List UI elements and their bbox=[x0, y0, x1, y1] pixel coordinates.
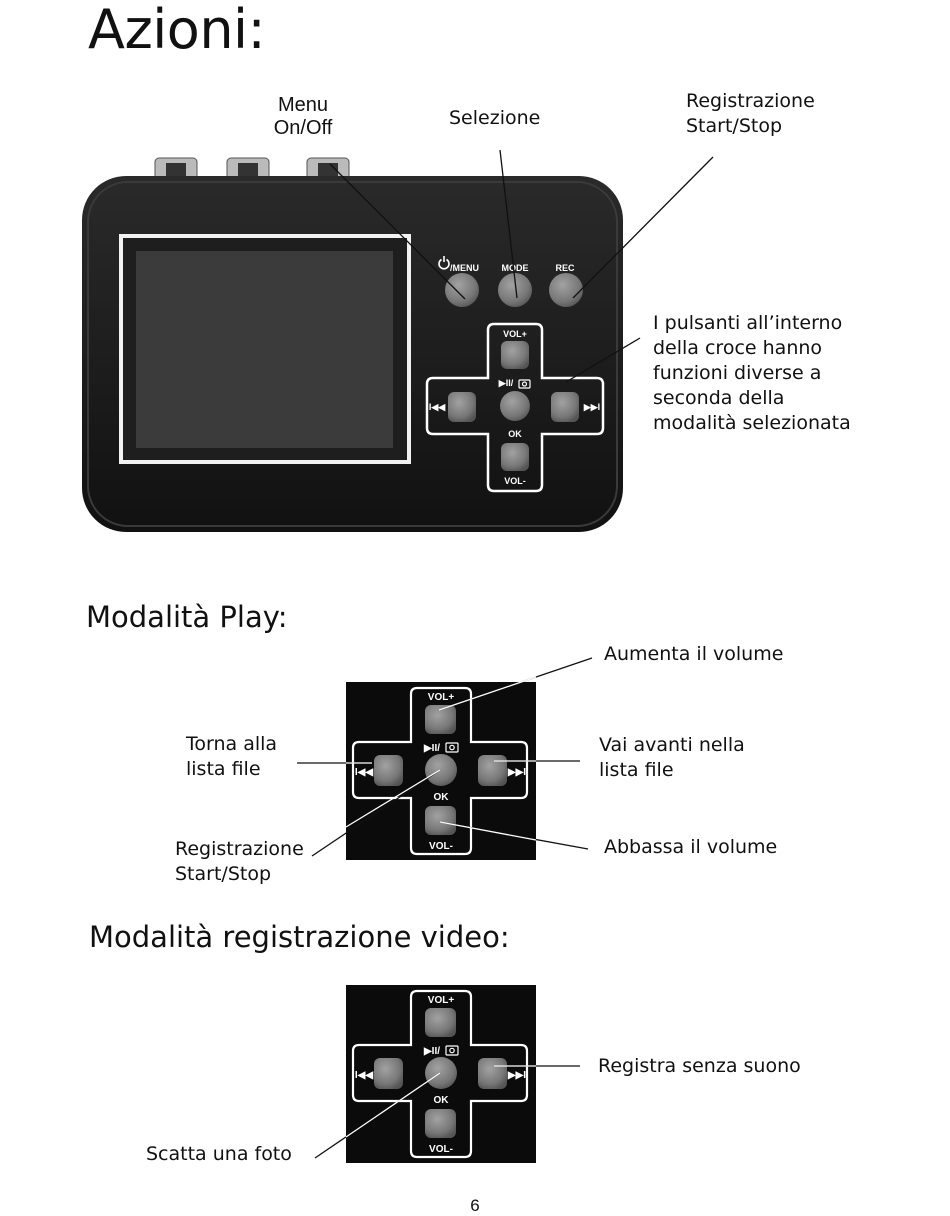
heading-play-mode: Modalità Play: bbox=[86, 600, 288, 634]
video-vol-up-label: VOL+ bbox=[427, 995, 455, 1006]
video-vol-up-button bbox=[425, 1008, 456, 1037]
play-prev-label: I◀◀ bbox=[354, 767, 374, 778]
video-prev-button bbox=[374, 1058, 403, 1089]
device-prev-label: I◀◀ bbox=[428, 402, 446, 412]
page-number: 6 bbox=[470, 1196, 480, 1215]
play-ok-label: OK bbox=[433, 792, 449, 803]
device-play-label: ▶II/ bbox=[498, 378, 514, 388]
video-next-label: ▶▶I bbox=[507, 1070, 527, 1081]
video-ok-label: OK bbox=[433, 1095, 449, 1106]
device-vol-up-label: VOL+ bbox=[503, 329, 527, 339]
play-play-label: ▶II/ bbox=[423, 743, 441, 754]
play-next-label: ▶▶I bbox=[507, 767, 527, 778]
label-play-prev: Torna alla lista file bbox=[186, 733, 278, 780]
video-mode-dpad bbox=[315, 985, 580, 1163]
device-illustration bbox=[82, 150, 713, 532]
label-cross: I pulsanti all’interno della croce hanno funzioni diverse a seconda della modalità selezionata bbox=[653, 312, 851, 434]
device-next-button bbox=[551, 392, 579, 422]
label-video-ok: Scatta una foto bbox=[146, 1143, 292, 1165]
mode-button-label: MODE bbox=[501, 263, 529, 273]
heading-video-mode: Modalità registrazione video: bbox=[89, 920, 510, 954]
device-vol-down-button bbox=[501, 443, 529, 471]
play-vol-up-label: VOL+ bbox=[427, 692, 455, 703]
label-play-vol-up: Aumenta il volume bbox=[604, 643, 784, 665]
device-ok-label: OK bbox=[508, 429, 522, 439]
device-screen bbox=[136, 251, 393, 448]
video-next-button bbox=[478, 1058, 507, 1089]
video-prev-label: I◀◀ bbox=[354, 1070, 374, 1081]
label-video-next: Registra senza suono bbox=[598, 1055, 801, 1077]
menu-button bbox=[445, 273, 479, 307]
label-play-ok: Registrazione Start/Stop bbox=[175, 838, 304, 885]
play-mode-dpad bbox=[297, 658, 592, 860]
play-prev-button bbox=[374, 755, 403, 786]
device-vol-down-label: VOL- bbox=[504, 476, 526, 486]
device-vol-up-button bbox=[501, 341, 529, 369]
label-play-next: Vai avanti nella lista file bbox=[599, 734, 745, 781]
label-rec: Registrazione Start/Stop bbox=[686, 90, 815, 137]
rec-button-label: REC bbox=[555, 263, 575, 273]
video-ok-button bbox=[425, 1057, 457, 1089]
menu-button-label: /MENU bbox=[450, 263, 479, 273]
label-menu: Menu On/Off bbox=[273, 94, 333, 139]
device-next-label: ▶▶I bbox=[583, 402, 601, 412]
device-ok-button bbox=[500, 391, 530, 421]
video-vol-down-button bbox=[425, 1109, 456, 1138]
page-title: Azioni: bbox=[88, 0, 266, 61]
play-vol-down-button bbox=[425, 806, 456, 835]
label-play-vol-down: Abbassa il volume bbox=[604, 836, 778, 858]
device-prev-button bbox=[448, 392, 476, 422]
video-play-label: ▶II/ bbox=[423, 1046, 441, 1057]
play-vol-down-label: VOL- bbox=[429, 841, 453, 852]
label-mode: Selezione bbox=[449, 107, 541, 129]
video-vol-down-label: VOL- bbox=[429, 1144, 453, 1155]
play-ok-button bbox=[425, 754, 457, 786]
play-next-button bbox=[478, 755, 507, 786]
rec-button bbox=[549, 273, 583, 307]
